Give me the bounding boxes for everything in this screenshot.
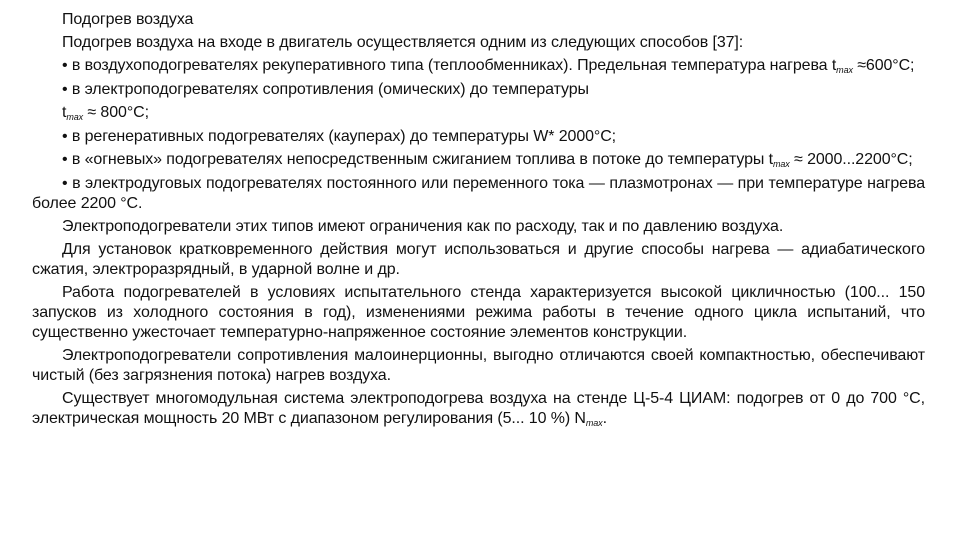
bullet-text: • в «огневых» подогревателях непосредственным сжиганием топлива в потоке до температуры t bbox=[62, 151, 773, 168]
paragraph-tail: . bbox=[602, 410, 607, 427]
bullet-text: • в электроподогревателях сопротивления (омических) до температуры bbox=[62, 81, 589, 98]
bullet-text: • в воздухоподогревателях рекуперативного типа (теплообменниках). Предельная температура нагрева t bbox=[62, 57, 837, 74]
subscript: max bbox=[585, 418, 603, 428]
paragraph-limits: Электроподогреватели этих типов имеют ограничения как по расходу, так и по давлению воздуха. bbox=[62, 218, 784, 235]
bullet-tail: ≈ 2000...2200°С; bbox=[789, 151, 913, 168]
bullet-recuperative bbox=[32, 56, 925, 77]
page-title: Подогрев воздуха bbox=[62, 11, 194, 28]
paragraph-cyclicity: Работа подогревателей в условиях испытательного стенда характеризуется высокой цикличностью (100... 150 запусков из холодного состояния в год), изменениями режима работы в течение одного цикла испытаний, что существенно ужесточает температурно-напряженное состояние элементов конструкции. bbox=[32, 284, 925, 341]
subscript: max bbox=[836, 65, 853, 75]
bullet-resistance bbox=[32, 80, 925, 100]
bullet-resistance-cont bbox=[32, 103, 925, 124]
paragraph-multimodule bbox=[32, 389, 925, 430]
subscript: max bbox=[66, 112, 84, 122]
bullet-tail: ≈ 800°С; bbox=[83, 104, 149, 121]
bullet-arc: • в электродуговых подогревателях постоянного или переменного тока — плазмотронах — при температуре нагрева более 2200 °С. bbox=[32, 175, 925, 212]
paragraph-resistance-heaters: Электроподогреватели сопротивления малоинерционны, выгодно отличаются своей компактностью, обеспечивают чистый (без загрязнения потока) нагрев воздуха. bbox=[32, 347, 925, 384]
subscript: max bbox=[773, 159, 790, 169]
bullet-text: t bbox=[62, 104, 67, 121]
bullet-regenerative: • в регенеративных подогревателях (кауперах) до температуры W* 2000°С; bbox=[62, 128, 617, 145]
bullet-fire bbox=[32, 150, 925, 171]
paragraph-text: Существует многомодульная система электроподогрева воздуха на стенде Ц-5-4 ЦИАМ: подогрев от 0 до 700 °С, электрическая мощность 20 МВт с диапазоном регулирования (5... 10 %) N bbox=[32, 390, 925, 427]
bullet-tail: ≈600°С; bbox=[852, 57, 915, 74]
intro-paragraph: Подогрев воздуха на входе в двигатель осуществляется одним из следующих способов [37]: bbox=[62, 34, 744, 51]
paragraph-other-methods: Для установок кратковременного действия могут использоваться и другие способы нагрева — адиабатического сжатия, электроразрядный, в ударной волне и др. bbox=[32, 241, 925, 278]
